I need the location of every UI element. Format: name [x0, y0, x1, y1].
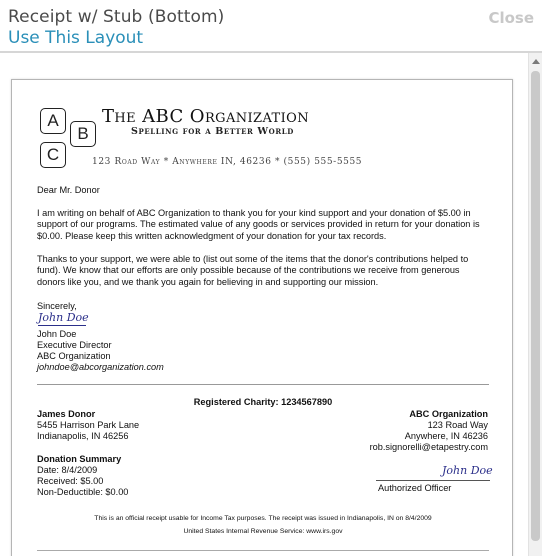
- scroll-thumb[interactable]: [531, 71, 540, 541]
- stub-org-email: rob.signorelli@etapestry.com: [369, 442, 488, 452]
- close-button[interactable]: Close: [488, 9, 534, 27]
- letter-signature: John Doe: [38, 311, 89, 324]
- donation-non-deductible: Non-Deductible: $0.00: [37, 487, 129, 497]
- logo-letter-c: C: [40, 142, 66, 168]
- donation-received: Received: $5.00: [37, 476, 104, 486]
- registered-charity: Registered Charity: 1234567890: [193, 397, 333, 407]
- scroll-up-arrow-icon[interactable]: [532, 59, 540, 64]
- donor-city: Indianapolis, IN 46256: [37, 431, 129, 441]
- donor-street: 5455 Harrison Park Lane: [37, 420, 140, 430]
- signature-underline: [38, 325, 86, 326]
- donor-name: James Donor: [37, 409, 96, 419]
- layout-header: [0, 0, 542, 52]
- signer-email: johndoe@abcorganization.com: [37, 362, 164, 372]
- salutation: Dear Mr. Donor: [37, 185, 100, 195]
- letterhead-tagline: Spelling for a Better World: [131, 126, 294, 137]
- receipt-page: [11, 79, 513, 556]
- authorized-officer-label: Authorized Officer: [378, 483, 452, 493]
- signer-org: ABC Organization: [37, 351, 111, 361]
- stub-divider: [37, 384, 489, 385]
- authorized-signature-line: [376, 480, 490, 481]
- letter-paragraph-1: I am writing on behalf of ABC Organization to thank you for your kind support and your donation of $5.00 in support of our programs. The estimated value of any goods or services provided in return for your donation is $0.00. Please keep this written acknowledgment of your donation for your tax records.: [37, 208, 480, 241]
- letter-closing: Sincerely,: [37, 301, 77, 311]
- donation-summary-title: Donation Summary: [37, 454, 122, 464]
- preview-scrollbar[interactable]: [528, 53, 542, 556]
- stub-org-street: 123 Road Way: [427, 420, 488, 430]
- letterhead-org-name: The ABC Organization: [102, 106, 309, 127]
- signer-title: Executive Director: [37, 340, 112, 350]
- stub-bottom-divider: [37, 550, 489, 551]
- stub-org-city: Anywhere, IN 46236: [404, 431, 488, 441]
- signer-name: John Doe: [37, 329, 77, 339]
- footer-note-1: This is an official receipt usable for Income Tax purposes. The receipt was issued in Indianapolis, IN on 8/4/2009: [94, 515, 432, 522]
- use-this-layout-link[interactable]: Use This Layout: [8, 28, 144, 48]
- stub-org-name: ABC Organization: [409, 409, 488, 419]
- receipt-preview: [0, 53, 542, 556]
- footer-note-2: United States Internal Revenue Service: www.irs.gov: [183, 528, 343, 535]
- logo-letter-b: B: [70, 121, 96, 147]
- letter-paragraph-2: Thanks to your support, we were able to (list out some of the items that the donor's contributions helped to fund). We know that our efforts are only possible because of the contributions we receive from generous donors like you, and we thank you again for believing in and supporting our mission.: [37, 254, 469, 287]
- donation-date: Date: 8/4/2009: [37, 465, 98, 475]
- stub-signature: John Doe: [442, 464, 493, 477]
- layout-title: Receipt w/ Stub (Bottom): [8, 7, 225, 27]
- letterhead-address: 123 Road Way * Anywhere IN, 46236 * (555) 555-5555: [92, 157, 363, 167]
- logo-letter-a: A: [40, 108, 66, 134]
